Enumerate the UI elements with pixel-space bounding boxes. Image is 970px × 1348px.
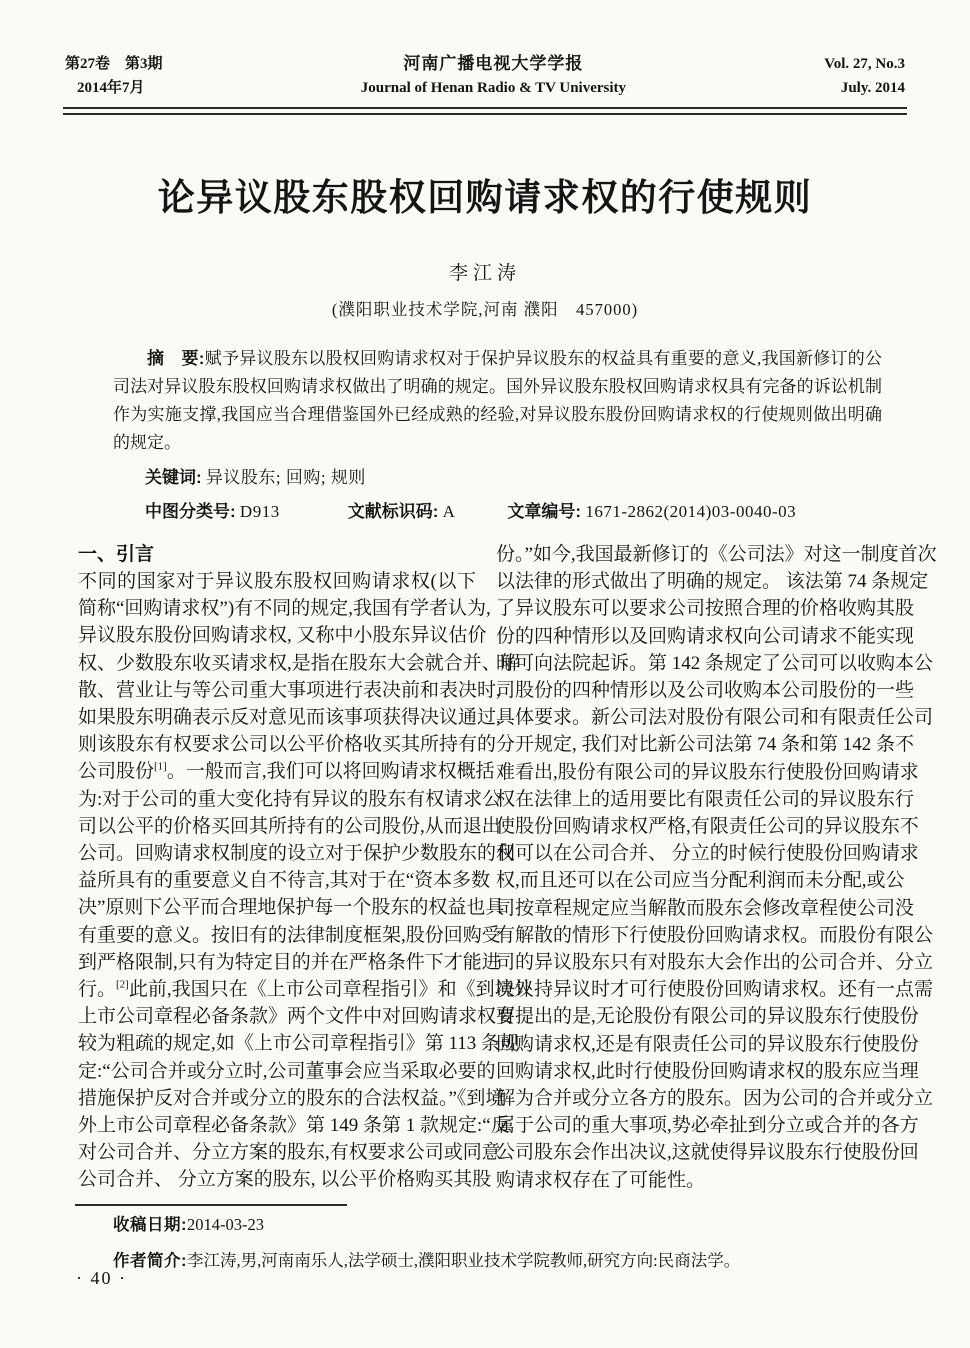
body-text-line: 外上市公司章程必备条款》第 149 条第 1 款规定:“反 [78,1115,510,1137]
body-text-line: 司以公平的价格买回其所持有的公司股份,从而退出 [78,815,501,837]
header-right-block [824,52,905,100]
body-text-line: 散、营业让与等公司重大事项进行表决前和表决时, [78,679,501,701]
body-text-line: 较为粗疏的规定,如《上市公司章程指引》第 113 条规 [78,1033,520,1055]
body-text-line: 仅可以在公司合并、 分立的时候行使股份回购请求 [496,843,919,865]
clc-pair [145,498,280,525]
body-text-line: 益所具有的重要意义自不待言,其对于在“资本多数 [78,870,491,892]
header-left-block [65,52,163,100]
publication-date-cn: 2014年7月 [77,80,145,96]
keywords-label: 关键词: [145,468,202,487]
body-text-line: 购请求权存在了可能性。 [496,1169,706,1191]
publication-date-en: July. 2014 [840,80,905,96]
body-text-line: 公司合并、 分立方案的股东, 以公平价格购买其股 [78,1169,492,1191]
header-center-block [163,52,825,100]
body-text-line: 司的异议股东只有对股东大会作出的公司合并、分立 [496,952,934,974]
body-text-line: 对公司合并、分立方案的股东,有权要求公司或同意 [78,1142,501,1164]
right-column [496,541,937,1194]
classification-row [145,498,882,525]
body-text-line: 到严格限制,只有为特定目的并在严格条件下才能进 [78,951,501,973]
received-date-line [113,1208,970,1242]
left-column-text [78,568,533,1194]
body-text-line: 权、少数股东收买请求权,是指在股东大会就合并、解 [78,652,520,674]
article-affiliation: (濮阳职业技术学院,河南 濮阳 457000) [331,300,639,319]
doc-code: A [442,502,456,521]
clc-number: D913 [239,502,280,521]
body-text-line: 如果股东明确表示反对意见而该事项获得决议通过, [78,707,501,729]
body-text-line: 公司股东会作出决议,这就使得异议股东行使股份回 [496,1142,919,1164]
article-id: 1671-2862(2014)03-0040-03 [585,502,797,521]
body-text-line: 解为合并或分立各方的股东。因为公司的合并或分立 [496,1088,934,1110]
body-text-line: 措施保护反对合并或分立的股东的合法权益。”《到境 [78,1087,505,1109]
body-text-line: 公司股份[1]。一般而言,我们可以将回购请求权概括 [78,761,495,783]
body-text-line: 份。”如今,我国最新修订的《公司法》对这一制度首次 [496,544,937,565]
body-text-line: 属于公司的重大事项,势必牵扯到分立或合并的各方 [496,1115,919,1137]
body-text-line: 简称“回购请求权”)有不同的规定,我国有学者认为, [78,598,491,620]
body-text-line: 难看出,股份有限公司的异议股东行使股份回购请求 [496,761,919,783]
body-columns [78,541,937,1194]
body-text-line: 有重要的意义。按旧有的法律制度框架,股份回购受 [78,924,501,946]
keywords-text: 异议股东; 回购; 规则 [205,468,366,487]
doc-code-pair [348,498,456,525]
body-text-line: 决议持异议时才可行使股份回购请求权。还有一点需 [496,979,934,1001]
article-author: 李江涛 [448,263,521,284]
received-date-label: 收稿日期: [113,1215,187,1234]
body-text-line: 回购请求权,此时行使股份回购请求权的股东应当理 [496,1060,919,1082]
author-bio-text: 李江涛,男,河南南乐人,法学硕士,濮阳职业技术学院教师,研究方向:民商法学。 [187,1250,741,1270]
body-text-line: 分开规定, 我们对比新公司法第 74 条和第 142 条不 [496,734,915,756]
abstract-label: 摘 要: [147,349,205,368]
keywords-row [145,464,882,491]
author-bio-line [113,1244,970,1278]
doc-code-label: 文献标识码: [347,502,439,521]
body-text-line: 要提出的是,无论股份有限公司的异议股东行使股份 [496,1006,919,1028]
journal-name-cn: 河南广播电视大学学报 [403,54,584,73]
body-text-line: 定:“公司合并或分立时,公司董事会应当采取必要的 [78,1060,496,1082]
body-text-line: 公司。回购请求权制度的设立对于保护少数股东的利 [78,843,516,865]
body-text-line: 异议股东股份回购请求权, 又称中小股东异议估价 [78,625,487,647]
page-number: · 40 · [76,1268,127,1288]
volume-issue-en: Vol. 27, No.3 [824,56,905,72]
body-text-line: 权,而且还可以在公司应当分配利润而未分配,或公 [496,870,905,892]
journal-header [65,0,905,100]
section-heading-introduction: 一、引言 [78,544,155,565]
body-text-line: 有解散的情形下行使股份回购请求权。而股份有限公 [496,924,934,946]
body-text-line: 为:对于公司的重大变化持有异议的股东有权请求公 [78,788,502,810]
body-text-line: 以法律的形式做出了明确的规定。 该法第 74 条规定 [496,571,929,593]
article-title: 论异议股东股权回购请求权的行使规则 [157,177,813,218]
received-date-value: 2014-03-23 [187,1214,264,1234]
right-column-text [496,541,937,1194]
body-text-line: 则该股东有权要求公司以公平价格收买其所持有的 [78,734,497,756]
body-text-line: 权在法律上的适用要比有限责任公司的异议股东行 [496,788,915,810]
header-divider-rule [63,107,907,115]
article-id-pair [507,498,796,525]
abstract-text: 赋予异议股东以股权回购请求权对于保护异议股东的权益具有重要的意义,我国新修订的公司法对异议股东股权回购请求权做出了明确的规定。国外异议股东股权回购请求权具有完备的诉讼机制作为实施支撑,我国应当合理借鉴国外已经成熟的经验,对异议股东股份回购请求权的行使规则做出明确的规定。 [113,349,882,452]
author-bio-label: 作者简介: [113,1251,187,1270]
body-text-line: 不同的国家对于异议股东股权回购请求权(以下 [78,571,476,592]
abstract-paragraph [113,345,882,457]
body-text-line: 决”原则下公平而合理地保护每一个股东的权益也具 [78,897,505,919]
body-text-line: 时可向法院起诉。第 142 条规定了公司可以收购本公 [496,652,934,674]
body-text-line: 上市公司章程必备条款》两个文件中对回购请求权有 [78,1006,516,1028]
body-text-line: 份的四种情形以及回购请求权向公司请求不能实现 [496,625,915,647]
body-text-line: 了异议股东可以要求公司按照合理的价格收购其股 [496,598,915,620]
body-text-line: 回购请求权,还是有限责任公司的异议股东行使股份 [496,1033,919,1055]
footnote-separator-rule [75,1204,347,1206]
left-column [78,541,533,1194]
body-text-line: 具体要求。新公司法对股份有限公司和有限责任公司 [496,707,934,729]
volume-issue-cn: 第27卷 第3期 [65,56,163,72]
body-text-line: 司按章程规定应当解散而股东会修改章程使公司没 [496,897,915,919]
article-id-label: 文章编号: [507,502,582,521]
body-text-line: 行。[2]此前,我国只在《上市公司章程指引》和《到境外 [78,978,533,1001]
journal-name-en: Journal of Henan Radio & TV University [360,80,627,96]
body-text-line: 司股份的四种情形以及公司收购本公司股份的一些 [496,680,915,702]
body-text-line: 使股份回购请求权严格,有限责任公司的异议股东不 [496,816,919,838]
footnote-block [75,1204,970,1278]
clc-label: 中图分类号: [145,502,236,521]
